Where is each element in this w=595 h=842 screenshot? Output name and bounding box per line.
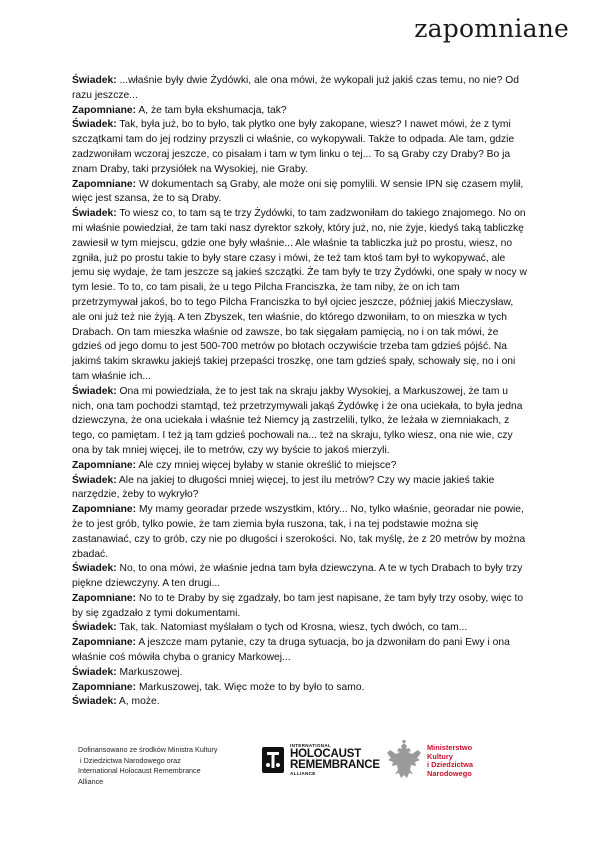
speaker-label: Świadek: (72, 666, 117, 678)
transcript-line (72, 666, 527, 681)
speaker-label: Zapomniane: (72, 504, 137, 516)
transcript-line (72, 118, 527, 177)
ihra-emblem-icon (260, 745, 286, 775)
transcript-line (72, 592, 527, 622)
speaker-label: Świadek: (72, 622, 117, 634)
transcript-line (72, 74, 527, 104)
ministry-wordmark-line: i Dziedzictwa (427, 760, 473, 770)
speaker-label: Świadek: (72, 563, 117, 575)
ihra-wordmark-line: ALLIANCE (290, 771, 316, 776)
utterance-text: My mamy georadar przede wszystkim, który... No, tylko właśnie, georadar nie powie, że to jest grób, tylko powie, że tam ziemia była ruszona, tak, i na tej podstawie można się zastanawiać, czy to grób, czy nie po długości i szerokości. No, tak myślę, że z 20 metrów by można zbadać. (72, 504, 526, 560)
polish-eagle-icon (385, 740, 423, 782)
ihra-wordmark-line: REMEMBRANCE (290, 759, 380, 771)
transcript-line (72, 385, 527, 459)
funding-note-line: International Holocaust Remembrance (78, 766, 201, 776)
utterance-text: Tak, tak. Natomiast myślałam o tych od Krosna, wiesz, tych dwóch, co tam... (116, 622, 468, 634)
utterance-text: Tak, była już, bo to było, tak płytko one były zakopane, wiesz? I nawet mówi, że z tymi szczątkami tam do jej rodziny przyszli ci właśnie, co wykopywali. Także to odpada. Ale tam, gdzie zadzwoniłam wczoraj jeszcze, co pisałam i tam w tym linku o tej... To są Graby czy Draby? Bo ja znam Draby, taki przysiółek na Wysokiej, nie Graby. (72, 119, 515, 175)
ministry-wordmark-line: Ministerstwo (427, 743, 473, 752)
ministry-logo (385, 740, 515, 784)
speaker-label: Zapomniane: (72, 637, 137, 649)
ihra-logo (260, 742, 380, 780)
transcript-line (72, 178, 527, 208)
utterance-text: Markuszowej, tak. Więc może to by było to samo. (136, 681, 365, 693)
funding-note (78, 745, 248, 787)
transcript-line (72, 503, 527, 562)
utterance-text: A jeszcze mam pytanie, czy ta druga sytuacja, bo ja dzwoniłam do pani Ewy i ona właśnie coś mówiła chyba o granicy Markowej... (72, 637, 510, 664)
transcript-line (72, 621, 527, 636)
speaker-label: Zapomniane: (72, 178, 137, 190)
ihra-wordmark-line: HOLOCAUST (290, 748, 362, 760)
speaker-label: Zapomniane: (72, 104, 137, 116)
utterance-text: ...właśnie były dwie Żydówki, ale ona mówi, że wykopali już jakiś czas temu, no nie? Od razu jeszcze... (72, 75, 519, 101)
speaker-label: Świadek: (72, 119, 117, 131)
speaker-label: Zapomniane: (72, 459, 137, 471)
utterance-text: No, to ona mówi, że właśnie jedna tam była dziewczyna. A te w tych Drabach to były trzy piękne dziewczyny. A ten drugi... (72, 563, 523, 590)
funding-note-line: i Dziedzictwa Narodowego oraz (78, 755, 181, 765)
ihra-wordmark (290, 743, 380, 777)
ministry-wordmark-line: Kultury (427, 751, 453, 761)
transcript-line (72, 474, 527, 504)
ministry-wordmark (427, 744, 473, 778)
funding-note-line: Alliance (78, 776, 104, 786)
transcript-line (72, 207, 527, 385)
utterance-text: Ale na jakiej to długości mniej więcej, to jest ilu metrów? Czy wy macie jakieś takie narzędzie, żeby to wykryło? (72, 474, 495, 501)
utterance-text: A, że tam była ekshumacja, tak? (136, 104, 287, 116)
zapomniane-logo: zapomniane (414, 14, 569, 43)
utterance-text: W dokumentach są Graby, ale może oni się pomylili. W sensie IPN się czasem mylił, więc jest szansa, że to są Draby. (72, 178, 524, 205)
ihra-wordmark-line: INTERNATIONAL (290, 743, 332, 748)
transcript-line (72, 459, 527, 474)
transcript-line (72, 562, 527, 592)
transcript-line (72, 104, 527, 119)
utterance-text: Ona mi powiedziała, że to jest tak na skraju jakby Wysokiej, a Markuszowej, że tam u nich, ona tam pochodzi stamtąd, też przetrzymywali jakąś Żydówkę i że ona uciekała, to była jedna dziewczyna, że ona uciekała i właśnie też Niemcy ją zastrzelili, tylko, że leżała w ziemniakach, z tego, co pamiętam. I też ją tam gdzieś pochowali na... też na skraju, tylko wiesz, ona nie wie, czy ona by tak mniej więcej, ile to metrów, czy wy byście to jakoś mierzyli. (72, 385, 523, 456)
speaker-label: Świadek: (72, 75, 117, 86)
transcript (72, 74, 527, 710)
utterance-text: Markuszowej. (116, 666, 183, 678)
utterance-text: Ale czy mniej więcej byłaby w stanie określić to miejsce? (136, 459, 397, 471)
ministry-wordmark-line: Narodowego (427, 768, 472, 778)
utterance-text: A, może. (116, 696, 160, 708)
speaker-label: Świadek: (72, 696, 117, 708)
speaker-label: Zapomniane: (72, 592, 137, 604)
speaker-label: Świadek: (72, 385, 117, 397)
speaker-label: Świadek: (72, 474, 117, 486)
funding-note-line: Dofinansowano ze środków Ministra Kultury (78, 745, 218, 754)
utterance-text: To wiesz co, to tam są te trzy Żydówki, to tam zadzwoniłam do takiego znajomego. No on mi właśnie powiedział, że tam taki nasz dyrektor szkoły, który już, no, nie żyje, kiedyś taką tabliczkę zawiesił w tym miejscu, gdzie one były właśnie... Ale właśnie ta tabliczka już po prostu, wiesz, no zgniła, już po prostu takie to były stare czasy i mówi, że też tam ktoś tam był to wykopywać, ale jemu się wydaje, że tam jeszcze są jakieś szczątki. Że tam były te trzy Żydówki, one spały w nocy w tym lesie. To to, co tam pisali, że u tego Pilcha Franciszka, że tam niby, że on ich tam przetrzymywał jakoś, bo to tego Pilcha Franciszka to był ojciec jeszcze, później jakiś Mieczysław, ale oni już też nie żyją. A ten Zbyszek, ten właśnie, do którego dzwoniłam, to on mieszka w tych Drabach. On tam mieszka właśnie od zawsze, bo tak sięgałam pamięcią, no i on tak mówi, że gdzieś od jego domu to jest 500-700 metrów po błotach oczywiście trzeba tam gdzieś pójść. Na jakimś takim skrawku jakiejś takiej przepaści troszkę, one tam gdzieś spały, schowały się, no i oni tam właśnie ich... (72, 208, 527, 382)
transcript-line (72, 681, 527, 696)
transcript-line (72, 636, 527, 666)
speaker-label: Zapomniane: (72, 681, 137, 693)
transcript-line (72, 695, 527, 710)
speaker-label: Świadek: (72, 208, 117, 220)
utterance-text: No to te Draby by się zgadzały, bo tam jest napisane, że tam były trzy osoby, więc to by się zgadzało z tymi dokumentami. (72, 592, 524, 619)
